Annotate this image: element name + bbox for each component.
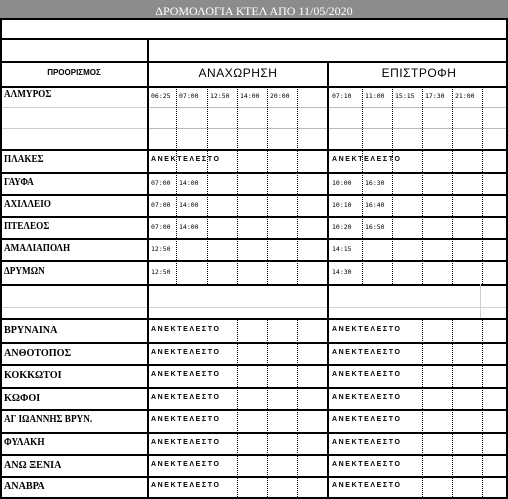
header-destinations: ΠΡΟΟΡΙΣΜΟΣ xyxy=(47,68,101,77)
time-slot-divider xyxy=(207,86,208,284)
row-border xyxy=(0,260,508,262)
return-time: 14:15 xyxy=(332,245,352,253)
destination-name: ΑΝΑΒΡΑ xyxy=(4,480,45,492)
time-slot-divider xyxy=(237,86,238,284)
return-time: 11:00 xyxy=(365,92,385,100)
return-time: 16:30 xyxy=(365,179,385,187)
col-border xyxy=(0,20,2,498)
departure-time: 06:25 xyxy=(151,92,171,100)
return-time: 07:10 xyxy=(332,92,352,100)
departure-time: 07:00 xyxy=(179,92,199,100)
time-slot-divider xyxy=(267,86,268,284)
time-slot-divider xyxy=(482,318,483,497)
row-border xyxy=(0,194,508,196)
return-status: ΑΝΕΚΤΕΛΕΣΤΟ xyxy=(332,438,402,446)
departure-time: 12:50 xyxy=(151,245,171,253)
return-time: 16:40 xyxy=(365,201,385,209)
return-time: 21:00 xyxy=(455,92,475,100)
return-time: 10:10 xyxy=(332,201,352,209)
destination-name: ΦΥΛΑΚΗ xyxy=(4,436,45,448)
row-border xyxy=(0,454,508,456)
time-slot-divider xyxy=(267,318,268,497)
return-time: 15:15 xyxy=(395,92,415,100)
return-status: ΑΝΕΚΤΕΛΕΣΤΟ xyxy=(332,416,402,423)
time-slot-divider xyxy=(297,86,298,284)
return-status: ΑΝΕΚΤΕΛΕΣΤΟ xyxy=(332,371,402,378)
departure-status: ΑΝΕΚΤΕΛΕΣΤΟ xyxy=(151,371,221,378)
return-time: 10:20 xyxy=(332,223,352,231)
departure-time: 12:50 xyxy=(210,92,230,100)
departure-time: 12:50 xyxy=(151,268,171,276)
departure-status: ΑΝΕΚΤΕΛΕΣΤΟ xyxy=(151,460,221,468)
departure-status: ΑΝΕΚΤΕΛΕΣΤΟ xyxy=(151,482,221,489)
destination-name: ΑΛΜΥΡΟΣ xyxy=(4,89,52,100)
return-time: 16:50 xyxy=(365,223,385,231)
destination-name: ΔΡΥΜΩΝ xyxy=(4,265,45,277)
time-slot-divider xyxy=(422,86,423,284)
departure-time: 07:00 xyxy=(151,179,171,187)
destination-name: ΠΤΕΛΕΟΣ xyxy=(4,220,50,232)
time-slot-divider xyxy=(452,86,453,284)
departure-time: 07:00 xyxy=(151,223,171,231)
row-border xyxy=(0,238,508,240)
departure-time: 20:00 xyxy=(270,92,290,100)
destination-name: ΚΟΚΚΩΤΟΙ xyxy=(4,369,62,381)
departure-status: ΑΝΕΚΤΕΛΕΣΤΟ xyxy=(151,393,221,401)
row-border xyxy=(0,409,508,411)
departure-time: 07:00 xyxy=(151,201,171,209)
departure-time: 14:00 xyxy=(240,92,260,100)
row-border-faint xyxy=(0,307,508,308)
destination-name: ΑΝΘΟΤΟΠΟΣ xyxy=(4,346,72,359)
time-slot-divider xyxy=(392,86,393,284)
return-time: 14:30 xyxy=(332,268,352,276)
destination-name: ΓΑΥΦΑ xyxy=(4,176,34,188)
destination-name: ΑΜΑΛΙΑΠΟΛΗ xyxy=(4,242,71,254)
destination-name: ΠΛΑΚΕΣ xyxy=(4,154,44,165)
time-slot-divider xyxy=(237,318,238,497)
time-slot-divider xyxy=(482,86,483,284)
col-border-faint xyxy=(480,284,481,318)
row-border xyxy=(0,149,508,151)
return-status: ΑΝΕΚΤΕΛΕΣΤΟ xyxy=(332,393,402,401)
destination-name: ΒΡΥΝΑΙΝΑ xyxy=(4,323,58,336)
row-border xyxy=(0,342,508,344)
return-status: ΑΝΕΚΤΕΛΕΣΤΟ xyxy=(332,460,402,468)
departure-time: 14:00 xyxy=(179,179,199,187)
row-border xyxy=(0,216,508,218)
return-time: 10:00 xyxy=(332,179,352,187)
col-border xyxy=(147,38,149,498)
time-slot-divider xyxy=(297,318,298,497)
destination-name: ΑΝΩ ΞΕΝΙΑ xyxy=(4,458,62,471)
destination-name: ΑΓ ΙΩΑΝΝΗΣ ΒΡΥΝ. xyxy=(4,414,93,425)
schedule-title: ΔΡΟΜΟΛΟΓΙΑ ΚΤΕΛ ΑΠΟ 11/05/2020 xyxy=(0,0,508,20)
time-slot-divider xyxy=(362,86,363,284)
row-border xyxy=(0,172,508,174)
row-border xyxy=(0,86,508,88)
return-status: ΑΝΕΚΤΕΛΕΣΤΟ xyxy=(332,325,402,333)
departure-status: ΑΝΕΚΤΕΛΕΣΤΟ xyxy=(151,438,221,446)
time-slot-divider xyxy=(452,318,453,497)
return-status: ΑΝΕΚΤΕΛΕΣΤΟ xyxy=(332,482,402,489)
row-border xyxy=(0,61,508,63)
row-border xyxy=(0,318,508,320)
return-status: ΑΝΕΚΤΕΛΕΣΤΟ xyxy=(332,348,402,356)
destination-name: ΚΩΦΟΙ xyxy=(4,391,41,404)
col-border xyxy=(327,61,329,498)
departure-status: ΑΝΕΚΤΕΛΕΣΤΟ xyxy=(151,416,221,423)
departure-status: ΑΝΕΚΤΕΛΕΣΤΟ xyxy=(151,325,221,333)
row-border xyxy=(0,476,508,478)
row-border xyxy=(0,387,508,389)
row-border xyxy=(0,432,508,434)
header-departure: ΑΝΑΧΩΡΗΣΗ xyxy=(198,66,278,80)
row-border xyxy=(0,38,508,40)
destination-name: ΑΧΙΛΛΕΙΟ xyxy=(4,198,51,210)
time-slot-divider xyxy=(176,86,177,284)
return-time: 17:30 xyxy=(425,92,445,100)
header-return: ΕΠΙΣΤΡΟΦΗ xyxy=(381,66,457,80)
row-border xyxy=(0,364,508,366)
row-border xyxy=(0,284,508,286)
departure-status: ΑΝΕΚΤΕΛΕΣΤΟ xyxy=(151,348,221,356)
return-status: ΑΝΕΚΤΕΛΕΣΤΟ xyxy=(332,156,402,163)
time-slot-divider xyxy=(422,318,423,497)
departure-time: 14:00 xyxy=(179,223,199,231)
departure-time: 14:00 xyxy=(179,201,199,209)
departure-status: ΑΝΕΚΤΕΛΕΣΤΟ xyxy=(151,156,221,163)
